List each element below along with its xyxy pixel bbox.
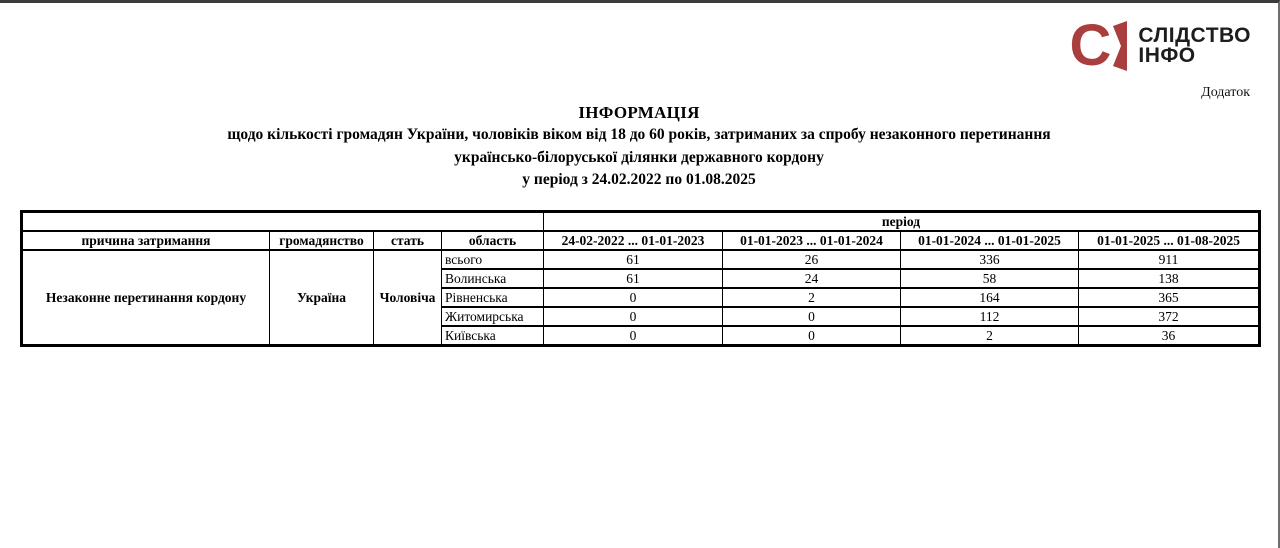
col-header-period-3: 01-01-2024 ... 01-01-2025 (901, 231, 1079, 250)
document-heading: ІНФОРМАЦІЯ (578, 103, 700, 122)
document-subtitle-line3: у період з 24.02.2022 по 01.08.2025 (522, 171, 756, 188)
value-cell-period-1: 0 (544, 326, 723, 346)
column-header-row (22, 231, 1260, 250)
col-header-period-4: 01-01-2025 ... 01-08-2025 (1079, 231, 1260, 250)
document-subtitle-line1: щодо кількості громадян України, чоловіків віком від 18 до 60 років, затриманих за спробу незаконного перетинання (227, 126, 1051, 143)
table-body (22, 250, 1260, 346)
col-header-gender: стать (374, 231, 442, 250)
region-cell: Житомирська (442, 307, 544, 326)
value-cell-period-4: 372 (1079, 307, 1260, 326)
value-cell-period-4: 138 (1079, 269, 1260, 288)
table-row (22, 250, 1260, 269)
value-cell-period-2: 2 (723, 288, 901, 307)
value-cell-period-3: 112 (901, 307, 1079, 326)
detentions-table (20, 210, 1261, 347)
value-cell-period-1: 61 (544, 250, 723, 269)
document-subtitle-line2: українсько-білоруської ділянки державного кордону (454, 148, 824, 166)
region-cell: Київська (442, 326, 544, 346)
empty-header-cell (22, 212, 544, 232)
value-cell-period-1: 0 (544, 307, 723, 326)
value-cell-period-2: 24 (723, 269, 901, 288)
value-cell-period-3: 164 (901, 288, 1079, 307)
period-header: період (544, 212, 1260, 232)
col-header-period-2: 01-01-2023 ... 01-01-2024 (723, 231, 901, 250)
col-header-period-1: 24-02-2022 ... 01-01-2023 (544, 231, 723, 250)
title-block (0, 102, 1278, 192)
value-cell-period-1: 61 (544, 269, 723, 288)
annex-label: Додаток (1201, 85, 1250, 100)
value-cell-period-4: 365 (1079, 288, 1260, 307)
logo-text-line1: СЛІДСТВО (1138, 24, 1251, 47)
citizenship-cell: Україна (270, 250, 374, 346)
value-cell-period-1: 0 (544, 288, 723, 307)
reason-cell: Незаконне перетинання кордону (22, 250, 270, 346)
value-cell-period-2: 26 (723, 250, 901, 269)
value-cell-period-3: 2 (901, 326, 1079, 346)
value-cell-period-4: 911 (1079, 250, 1260, 269)
period-header-row (22, 212, 1260, 232)
logo-text-line2: ІНФО (1138, 44, 1196, 67)
gender-cell: Чоловіча (374, 250, 442, 346)
value-cell-period-4: 36 (1079, 326, 1260, 346)
col-header-citizenship: громадянство (270, 231, 374, 250)
region-cell: всього (442, 250, 544, 269)
slidstvo-info-logo (1069, 13, 1251, 78)
value-cell-period-2: 0 (723, 326, 901, 346)
logo-mark-icon (1069, 13, 1127, 78)
value-cell-period-3: 336 (901, 250, 1079, 269)
region-cell: Рівненська (442, 288, 544, 307)
col-header-region: область (442, 231, 544, 250)
value-cell-period-2: 0 (723, 307, 901, 326)
value-cell-period-3: 58 (901, 269, 1079, 288)
region-cell: Волинська (442, 269, 544, 288)
col-header-reason: причина затримання (22, 231, 270, 250)
logo-flag-icon (1113, 21, 1127, 71)
logo-text (1138, 26, 1251, 66)
logo-letter-c: С (1069, 13, 1112, 78)
